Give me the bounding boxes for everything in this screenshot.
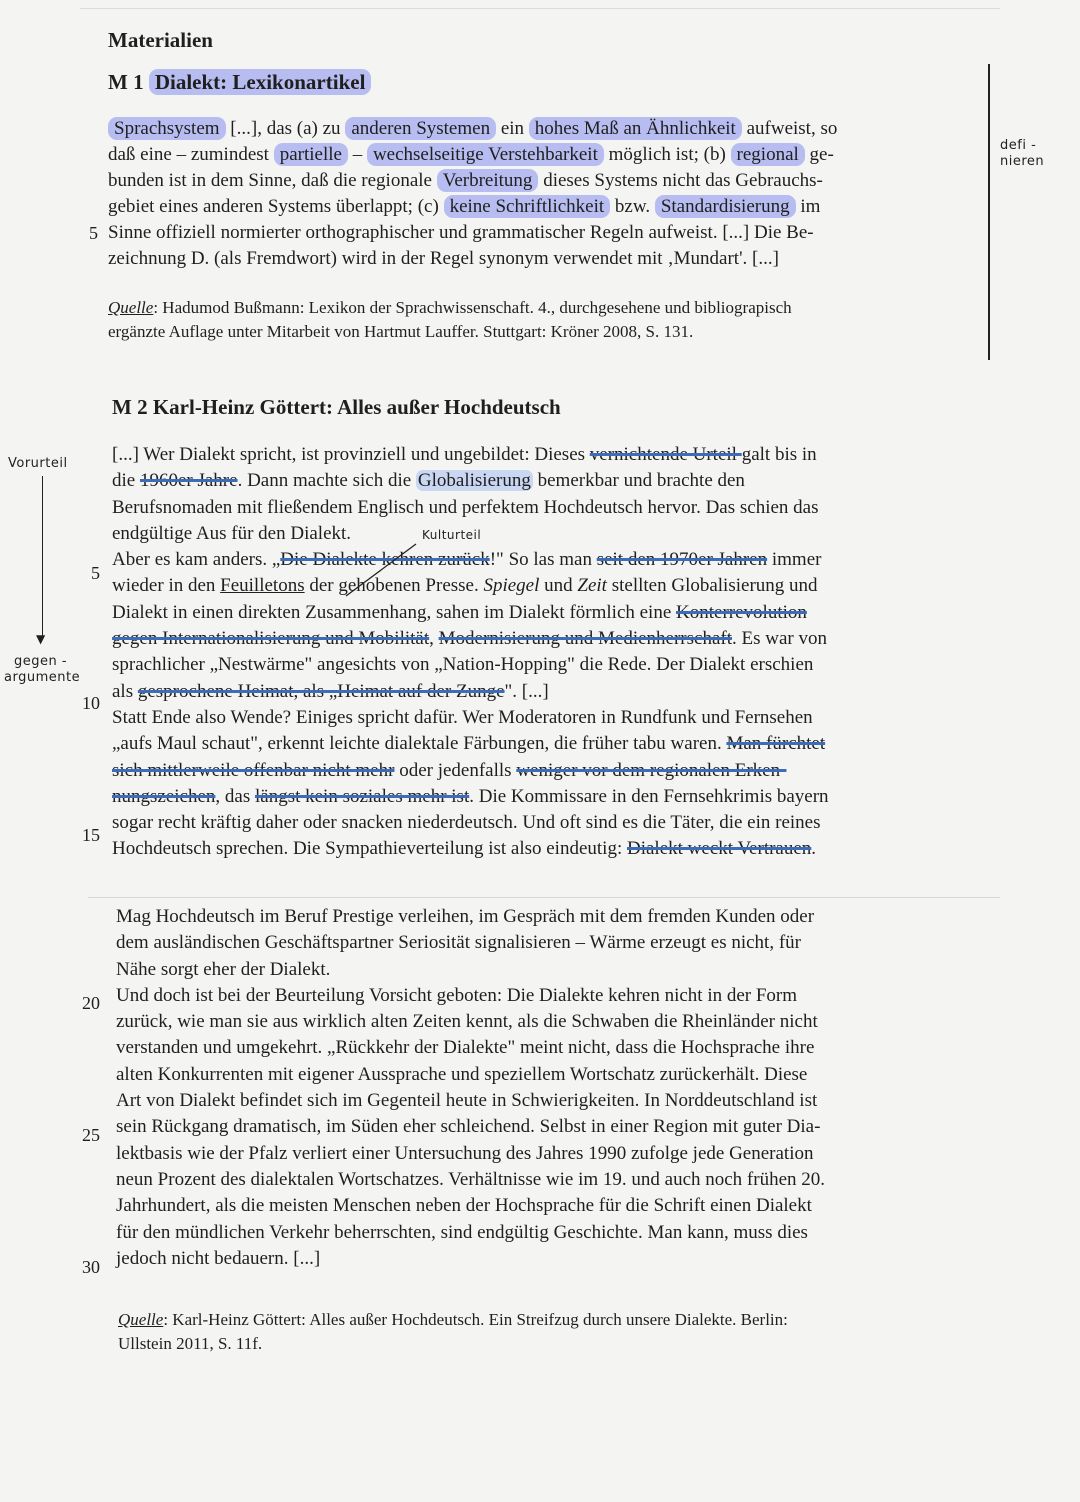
- text: „aufs Maul schaut", erkennt leichte dialektale Färbungen, die früher tabu waren.: [112, 733, 727, 755]
- top-rule: [80, 8, 1000, 9]
- m2-line: Art von Dialekt befindet sich im Gegenteil heute in Schwierigkeiten. In Norddeutschland ist: [116, 1090, 818, 1112]
- text: [...], das (a) zu: [225, 118, 346, 139]
- text: Statt Ende also Wende? Einiges spricht dafür. Wer Moderatoren in Rundfunk und Fernsehen: [112, 706, 813, 728]
- text: , das: [215, 785, 255, 807]
- text: zeichnung D. (als Fremdwort) wird in der Regel synonym verwendet mit ‚Mundart'. [...]: [108, 248, 779, 269]
- strike: vernichtende Urteil: [589, 444, 742, 465]
- m2-line: [112, 626, 829, 652]
- m2-line: [112, 495, 829, 521]
- text: dieses Systems nicht das Gebrauchs-: [538, 170, 823, 191]
- m2-line: [112, 468, 829, 494]
- text: ein: [496, 118, 529, 139]
- text: ". [...]: [504, 680, 549, 702]
- strike: gegen Internationalisierung und Mobilität: [112, 628, 430, 650]
- margin-arrow-line: [42, 476, 43, 636]
- text: ge-: [804, 144, 834, 165]
- strike: längst kein soziales mehr ist: [254, 785, 470, 807]
- m2-line: [112, 731, 829, 757]
- m2-body-b: [116, 904, 825, 1272]
- arrow-down-icon: ▼: [36, 632, 46, 646]
- text: endgültige Aus für den Dialekt.: [112, 522, 352, 544]
- highlight: wechselseitige Verstehbarkeit: [367, 143, 604, 166]
- text: bzw.: [610, 196, 655, 217]
- note-kulturteil: Kulturteil: [422, 528, 482, 542]
- text: und: [539, 575, 578, 597]
- m2-line: verstanden und umgekehrt. „Rückkehr der Dialekte" meint nicht, dass die Hochsprache ihre: [116, 1037, 815, 1059]
- highlight-sprachsystem: Sprachsystem: [108, 117, 226, 140]
- strike: Man fürchtet: [726, 733, 826, 755]
- m1-title: [108, 70, 371, 95]
- text: . Dann machte sich die: [237, 470, 416, 492]
- highlight: partielle: [274, 143, 348, 166]
- strike: seit den 1970er Jahren: [596, 549, 768, 571]
- m2-line: [112, 573, 829, 599]
- m1-line: [108, 194, 837, 220]
- m2-line: [112, 784, 829, 810]
- m2-line: Nähe sorgt eher der Dialekt.: [116, 958, 331, 980]
- m1-line: [108, 168, 837, 194]
- m1-line: [108, 220, 837, 246]
- note-gegen-2: argumente: [4, 670, 81, 685]
- text: Dialekt in einen direkten Zusammenhang, sahen im Dialekt förmlich eine: [112, 601, 677, 623]
- line-number: 30: [82, 1257, 100, 1277]
- strike: gesprochene Heimat, als „Heimat auf der Zunge: [137, 680, 505, 702]
- italic: Zeit: [577, 575, 607, 597]
- m2-source: [118, 1308, 788, 1356]
- m2-line: [112, 705, 829, 731]
- text: daß eine – zumindest: [108, 144, 274, 165]
- text: !" So las man: [489, 549, 597, 571]
- line-number: 5: [91, 563, 100, 583]
- highlight: keine Schriftlichkeit: [444, 195, 611, 218]
- m2-line: alten Konkurrenten mit eigener Aussprache und speziellem Wortschatz zurückerhält. Diese: [116, 1063, 808, 1085]
- text: wieder in den: [112, 575, 221, 597]
- text: –: [347, 144, 367, 165]
- margin-bracket: [988, 64, 990, 360]
- m2-line: neun Prozent des dialektalen Wortschatzes. Verhältnisse wie im 19. und auch noch frühen 20.: [116, 1168, 826, 1190]
- strike: weniger vor dem regionalen Erken-: [516, 759, 787, 781]
- highlight: Standardisierung: [655, 195, 796, 218]
- text: bemerkbar und brachte den: [532, 470, 745, 492]
- text: bunden ist in dem Sinne, daß die regionale: [108, 170, 437, 191]
- note-vorurteil: Vorurteil: [8, 456, 68, 471]
- m2-line: [112, 758, 829, 784]
- text: möglich ist; (b): [603, 144, 731, 165]
- line-number: 15: [82, 825, 100, 845]
- m1-line: [108, 142, 837, 168]
- m2-line: [112, 810, 829, 836]
- note-definieren-2: nieren: [1000, 154, 1045, 169]
- text: Berufsnomaden mit fließendem Englisch und perfektem Hochdeutsch hervor. Das schien das: [112, 496, 819, 518]
- text: gebiet eines anderen Systems überlappt; (c): [108, 196, 444, 217]
- strike: 1960er Jahre: [139, 470, 238, 492]
- text: . Die Kommissare in den Fernsehkrimis bayern: [469, 785, 829, 807]
- m1-label: M 1: [108, 70, 144, 94]
- text: sogar recht kräftig daher oder snacken niederdeutsch. Und oft sind es die Täter, die ein reines: [112, 812, 821, 834]
- highlight: anderen Systemen: [345, 117, 496, 140]
- strike: Modernisierung und Medienherrschaft: [438, 628, 732, 650]
- m2-line: sein Rückgang dramatisch, im Süden eher schleichend. Selbst in einer Region mit guter Dia-: [116, 1116, 821, 1138]
- text: der gehobenen Presse.: [304, 575, 484, 597]
- m2-line: [112, 442, 829, 468]
- m2-line: Mag Hochdeutsch im Beruf Prestige verleihen, im Gespräch mit dem fremden Kunden oder: [116, 906, 815, 927]
- m1-source: [108, 296, 792, 344]
- m2-line: [112, 547, 829, 573]
- text: Ullstein 2011, S. 11f.: [118, 1334, 263, 1353]
- text: Hochdeutsch sprechen. Die Sympathieverteilung ist also eindeutig:: [112, 838, 627, 860]
- strike: nungszeichen: [112, 785, 216, 807]
- text: ergänzte Auflage unter Mitarbeit von Hartmut Lauffer. Stuttgart: Kröner 2008, S. 131.: [108, 322, 694, 341]
- highlight: hohes Maß an Ähnlichkeit: [529, 117, 742, 140]
- text: galt bis in: [741, 444, 817, 465]
- m1-body: [108, 116, 837, 272]
- text: Sinne offiziell normierter orthographischer und grammatischer Regeln aufweist. [...] Die Be-: [108, 222, 814, 243]
- text: immer: [767, 549, 822, 571]
- m2-label: M 2: [112, 395, 148, 419]
- m2-line: [112, 600, 829, 626]
- text: aufweist, so: [741, 118, 838, 139]
- m2-line: [112, 652, 829, 678]
- m2-line: [112, 679, 829, 705]
- strike: sich mittlerweile offenbar nicht mehr: [112, 759, 395, 781]
- text: sprachlicher „Nestwärme" angesichts von „Nation-Hopping" die Rede. Der Dialekt erschien: [112, 654, 814, 676]
- italic: Spiegel: [483, 575, 540, 597]
- m2-line: zurück, wie man sie aus wirklich alten Zeiten kennt, als die Schwaben die Rheinländer nicht: [116, 1011, 818, 1033]
- highlight: Globalisierung: [417, 470, 531, 492]
- text: oder jedenfalls: [394, 759, 517, 781]
- m2-body-a: [112, 442, 829, 863]
- text: : Hadumod Bußmann: Lexikon der Sprachwissenschaft. 4., durchgesehene und bibliograpisch: [153, 298, 792, 317]
- note-gegen-1: gegen -: [14, 654, 68, 669]
- highlight: Verbreitung: [437, 169, 539, 192]
- page-divider: [88, 897, 1000, 898]
- m2-line: Und doch ist bei der Beurteilung Vorsicht geboten: Die Dialekte kehren nicht in der Form: [116, 984, 798, 1006]
- text: . Es war von: [731, 628, 827, 650]
- m2-line: [112, 836, 829, 862]
- text: .: [811, 838, 817, 860]
- m2-line: jedoch nicht bedauern. [...]: [116, 1247, 321, 1269]
- text: : Karl-Heinz Göttert: Alles außer Hochdeutsch. Ein Streifzug durch unsere Dialekte. Berlin:: [163, 1310, 788, 1329]
- m2-title: [112, 395, 561, 420]
- line-number: 20: [82, 993, 100, 1013]
- pointer-stroke: [346, 544, 416, 596]
- m2-line: lektbasis wie der Pfalz verliert einer Untersuchung des Jahres 1990 zufolge jede Generation: [116, 1142, 814, 1164]
- m2-line: für den mündlichen Verkehr beherrschten, sind endgültig Geschichte. Man kann, muss dies: [116, 1221, 808, 1243]
- strike: Konterrevolution: [676, 601, 807, 623]
- line-number: 25: [82, 1125, 100, 1145]
- text: stellten Globalisierung und: [606, 575, 818, 597]
- m2-title-text: Karl-Heinz Göttert: Alles außer Hochdeutsch: [152, 395, 561, 419]
- text: als: [112, 680, 138, 702]
- page-heading: Materialien: [108, 28, 213, 52]
- note-definieren-1: defi -: [1000, 138, 1037, 153]
- m1-line: [108, 246, 837, 272]
- m2-line: dem ausländischen Geschäftspartner Seriosität signalisieren – Wärme erzeugt es nicht, für: [116, 932, 801, 954]
- strike: Die Dialekte kehren zurück: [280, 549, 490, 571]
- text: Aber es kam anders. „: [112, 549, 281, 571]
- text: im: [795, 196, 821, 217]
- text: ,: [429, 628, 439, 650]
- m1-title-text: Dialekt: Lexikonartikel: [149, 69, 372, 95]
- highlight: regional: [731, 143, 805, 166]
- m2-line: Jahrhundert, als die meisten Menschen neben der Hochsprache für die Schrift einen Dialekt: [116, 1195, 812, 1217]
- m1-line: [108, 116, 837, 142]
- line-number: 5: [89, 223, 98, 243]
- strike: Dialekt weckt Vertrauen: [627, 838, 812, 860]
- text: [...] Wer Dialekt spricht, ist provinziell und ungebildet: Dieses: [112, 444, 590, 465]
- source-label: Quelle: [118, 1310, 164, 1329]
- text: die: [112, 470, 140, 492]
- source-label: Quelle: [108, 298, 154, 317]
- line-number: 10: [82, 693, 100, 713]
- note-pointer-line: [340, 540, 420, 600]
- underline: Feuilletons: [220, 575, 305, 597]
